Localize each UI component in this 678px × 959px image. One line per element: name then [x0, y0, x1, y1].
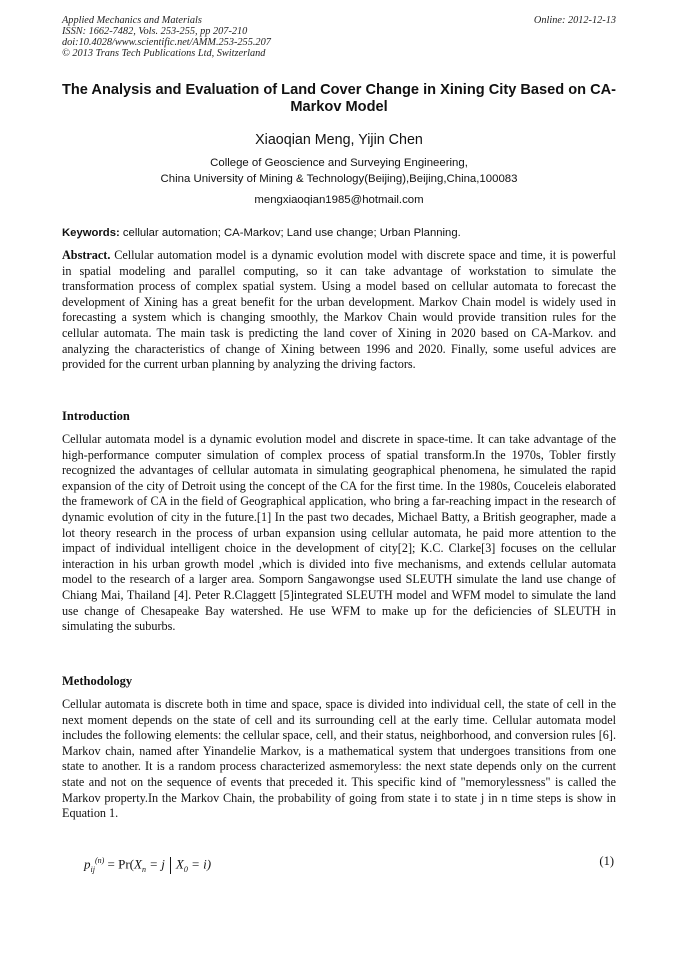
doi-line: doi:10.4028/www.scientific.net/AMM.253-255.207 [62, 37, 271, 48]
eq-sub-ij: ij [90, 864, 95, 874]
eq-equals-pr: = Pr( [104, 856, 135, 872]
issn-line: ISSN: 1662-7482, Vols. 253-255, pp 207-210 [62, 26, 248, 37]
journal-name: Applied Mechanics and Materials [62, 15, 202, 26]
eq-equals-j: = j [145, 856, 165, 872]
affiliation [0, 156, 678, 187]
abstract [62, 248, 616, 373]
abstract-label: Abstract. [62, 248, 111, 262]
abstract-text: Cellular automation model is a dynamic evolution model with discrete space and time, it is powerful in spatial modeling and parallel computing, so it can take advantage of workstation to simulate the transformation process of complex spatial system. Using a model based on cellular automata to forecast the development of Xining has a great benefit for the urban development. Markov Chain model is widely used in forecasting a system which is changing smoothly, the Markov Chain would provide transition rules for the cellular automata. The main task is predicting the land cover of Xining in 2020 based on CA-Markov. and analyzing the characteristics of change of Xining between 1996 and 2020. Finally, some useful advices are provided for the current urban planning by analyzing the driving factors. [62, 248, 616, 372]
affiliation-line-1: College of Geoscience and Surveying Engineering, [210, 157, 468, 169]
paper-title: The Analysis and Evaluation of Land Cover Change in Xining City Based on CA-Markov Model [61, 82, 617, 115]
methodology-heading: Methodology [62, 674, 133, 688]
eq-p: p [84, 856, 91, 872]
eq-sup-n: (n) [94, 856, 105, 865]
author-email: mengxiaoqian1985@hotmail.com [254, 194, 424, 206]
eq-sub-n: n [141, 864, 146, 874]
eq-x-0: X [175, 856, 184, 872]
keywords [62, 226, 616, 241]
equation-number: (1) [599, 854, 614, 868]
introduction-text: Cellular automata model is a dynamic evolution model and discrete in space-time. It can take advantage of the high-performance computer simulation of complex process of spatial transform.In the 1970s, Tobler firstly recognized the advantages of cellular automata in simulating geographical phenomena, he simulated the rapid expansion of the city of Detroit using the concept of the CA for the first time. In the 1980s, Couceleis elaborated the framework of CA in the field of Geographical application, who bring a far-reaching impact in the research of dynamic evolution of city in the future.[1] In the past two decades, Michael Batty, a British geographer, made a lot theory research in the process of urban expansion using cellular automata, he paid more attention to the impact of individual intelligent choice in the development of city[2]; K.C. Clarke[3] focuses on the cellular interaction in his urban growth model ,which is divided into five mechanisms, and extends cellular automata model to the research of a larger area. Somporn Sangawongse used SLEUTH simulate the land use change of Chiang Mai, Thailand [4]. Peter R.Claggett [5]integrated SLEUTH model and WFM model to simulate the land use change of Chesapeake Bay watershed. He use WFM to make up for the deficiencies of SLEUTH in simulating the suburbs. [62, 432, 616, 634]
authors: Xiaoqian Meng, Yijin Chen [255, 132, 423, 148]
eq-conditional-bar [170, 857, 171, 874]
eq-sub-0: 0 [183, 864, 188, 874]
copyright-line: © 2013 Trans Tech Publications Ltd, Switzerland [62, 48, 266, 59]
journal-header [62, 15, 616, 59]
keywords-label: Keywords: [62, 227, 120, 239]
eq-equals-i: = i) [187, 856, 212, 872]
introduction-heading: Introduction [62, 409, 130, 423]
affiliation-line-2: China University of Mining & Technology(Beijing),Beijing,China,100083 [160, 172, 518, 185]
keywords-text: cellular automation; CA-Markov; Land use change; Urban Planning. [119, 227, 461, 239]
equation-1 [84, 852, 211, 879]
methodology-text: Cellular automata is discrete both in time and space, space is divided into individual cell, the state of cell in the next moment depends on the state of cell and its surrounding cell at the early time. Cellular automata model includes the following elements: the cellular space, cell, and their status, neighborhood, and conversion rules [6]. Markov chain, named after Yinandelie Markov, is a mathematical system that undergoes transitions from one state to another. It is a random process characterized asmemoryless: the next state depends only on the current state and not on the sequence of events that preceded it. This specific kind of "memorylessness" is called the Markov property.In the Markov Chain, the probability of going from state i to state j in n time steps is show in Equation 1. [62, 697, 616, 821]
online-date: Online: 2012-12-13 [533, 15, 616, 26]
eq-x-n: X [134, 856, 142, 872]
